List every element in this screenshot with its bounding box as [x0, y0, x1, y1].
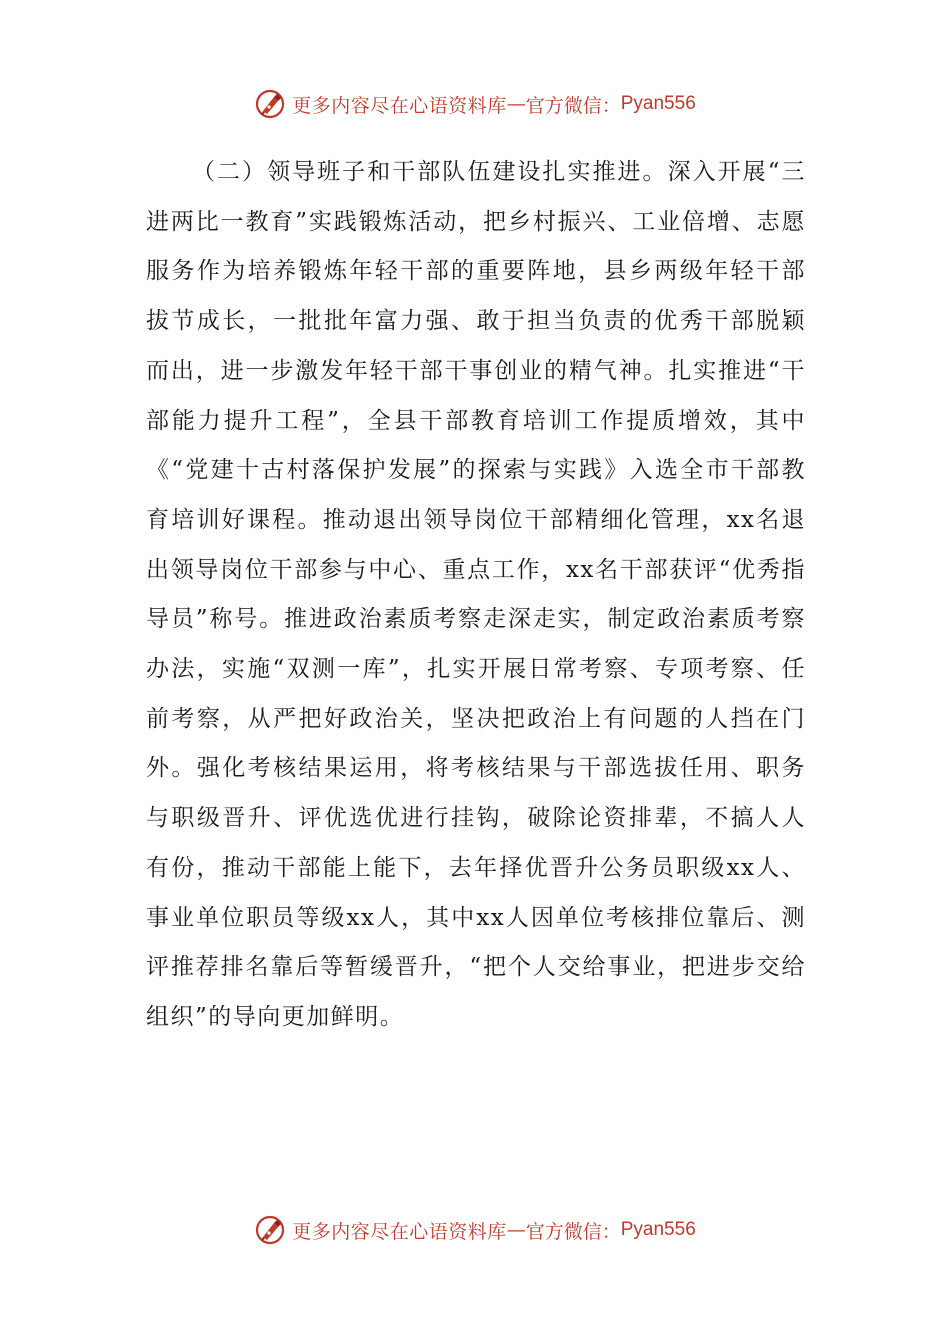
- banner-slogan: 更多内容尽在心语资料库: [292, 1220, 507, 1243]
- header-banner: [0, 84, 950, 124]
- banner-dash: —: [506, 93, 526, 115]
- banner-dash: —: [506, 1219, 526, 1241]
- pen-nib-logo-icon: [254, 1214, 286, 1246]
- banner-wechat-handle: Pyan556: [620, 93, 696, 114]
- footer-banner: [0, 1210, 950, 1250]
- banner-contact-label: 官方微信：: [525, 94, 621, 117]
- banner-slogan: 更多内容尽在心语资料库: [292, 94, 507, 117]
- pen-nib-logo-icon: [254, 88, 286, 120]
- body-paragraph: （二）领导班子和干部队伍建设扎实推进。深入开展“三进两比一教育”实践锻炼活动，把乡村振兴、工业倍增、志愿服务作为培养锻炼年轻干部的重要阵地，县乡两级年轻干部拔节成长，一批批年富力强、敢于担当负责的优秀干部脱颖而出，进一步激发年轻干部干事创业的精气神。扎实推进“干部能力提升工程”，全县干部教育培训工作提质增效，其中《“党建十古村落保护发展”的探索与实践》入选全市干部教育培训好课程。推动退出领导岗位干部精细化管理，xx名退出领导岗位干部参与中心、重点工作，xx名干部获评“优秀指导员”称号。推进政治素质考察走深走实，制定政治素质考察办法，实施“双测一库”，扎实开展日常考察、专项考察、任前考察，从严把好政治关，坚决把政治上有问题的人挡在门外。强化考核结果运用，将考核结果与干部选拔任用、职务与职级晋升、评优选优进行挂钩，破除论资排辈，不搞人人有份，推动干部能上能下，去年择优晋升公务员职级xx人、事业单位职员等级xx人，其中xx人因单位考核排位靠后、测评推荐排名靠后等暂缓晋升，“把个人交给事业，把进步交给组织”的导向更加鲜明。: [146, 159, 806, 1030]
- banner-wechat-handle: Pyan556: [620, 1219, 696, 1240]
- banner-contact-label: 官方微信：: [525, 1220, 621, 1243]
- document-body: [146, 148, 806, 1043]
